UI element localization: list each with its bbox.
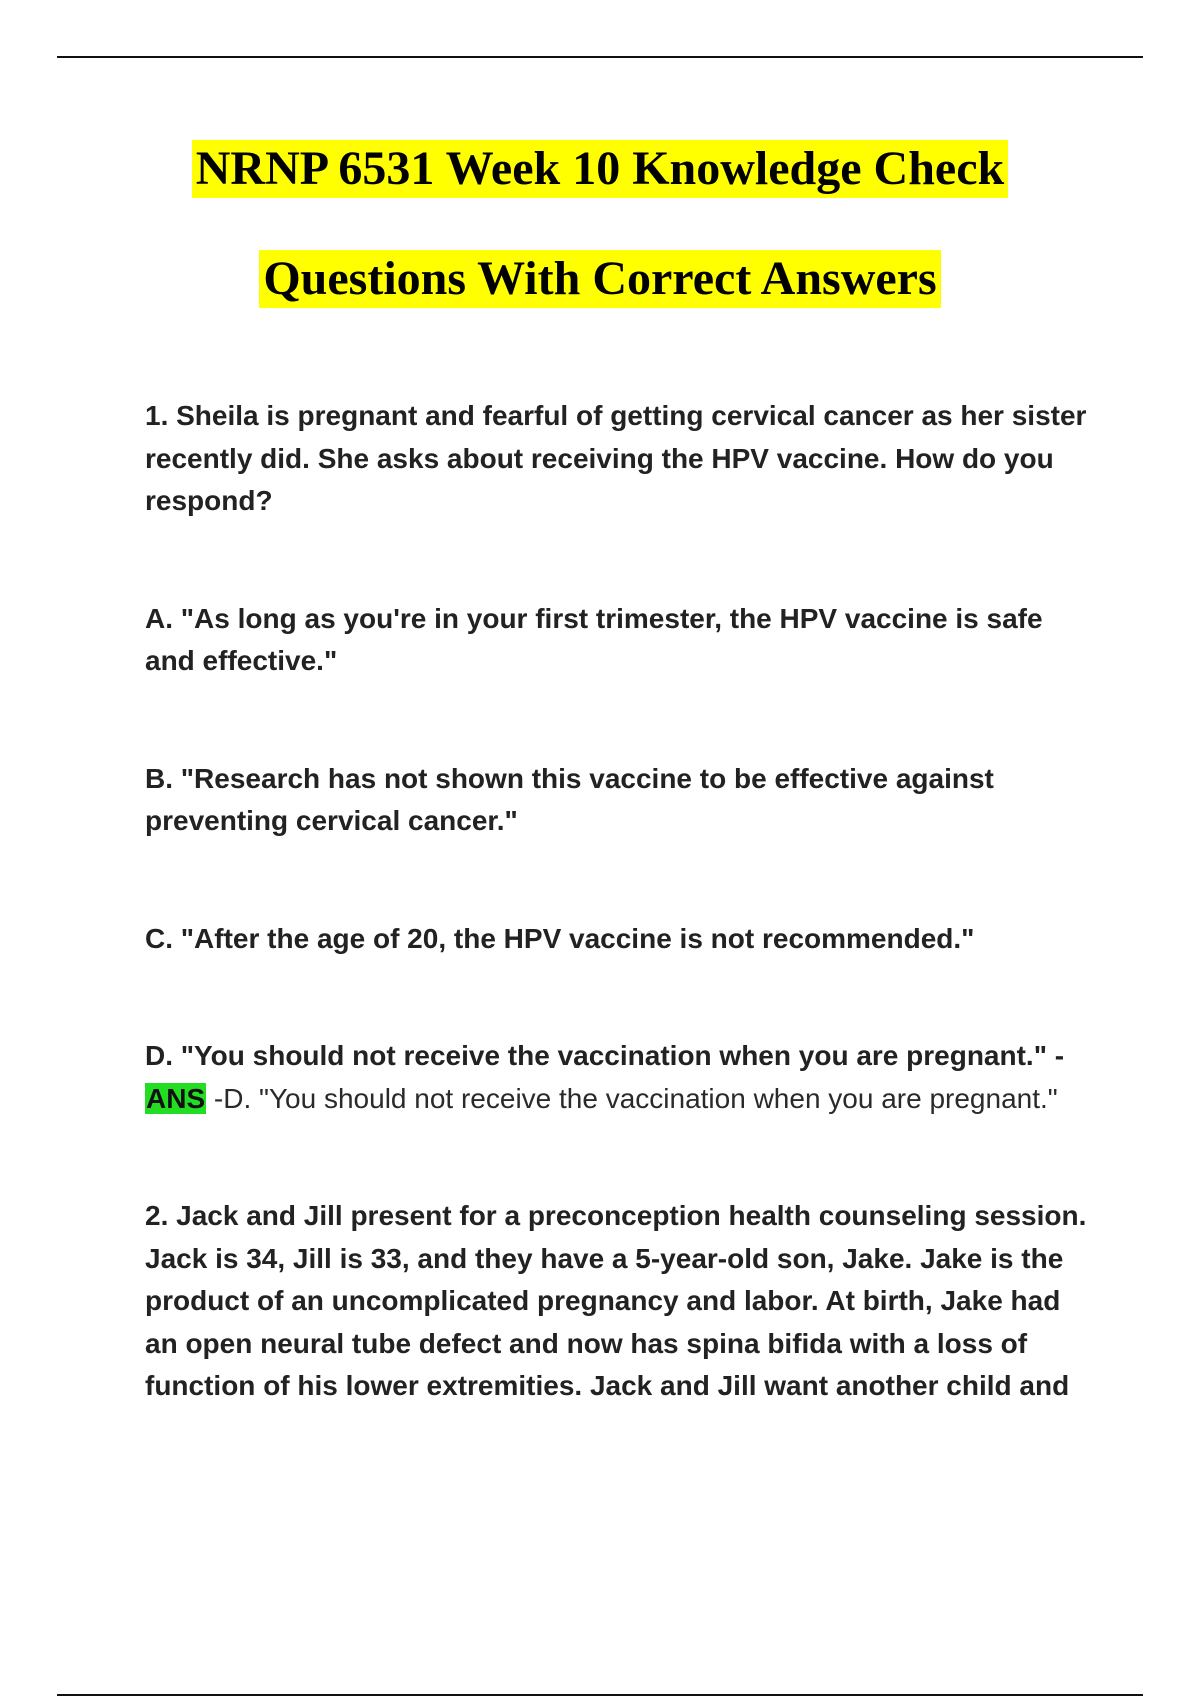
answer-tag: ANS (146, 1082, 206, 1114)
document-title (0, 140, 1200, 308)
answer-text: -D. "You should not receive the vaccination when you are pregnant." (206, 1082, 1058, 1114)
question-1-option-d (145, 1035, 1095, 1120)
question-1-option-a: A. "As long as you're in your first trimester, the HPV vaccine is safe and effective." (145, 602, 1043, 676)
question-1-option-b: B. "Research has not shown this vaccine to be effective against preventing cervical cancer." (145, 762, 994, 836)
option-d-text: D. "You should not receive the vaccination when you are pregnant." - (145, 1040, 1065, 1071)
top-rule (57, 56, 1143, 58)
question-1-stem: 1. Sheila is pregnant and fearful of getting cervical cancer as her sister recently did. She asks about receiving the HPV vaccine. How do you respond? (145, 400, 1087, 516)
bottom-rule (57, 1694, 1143, 1696)
question-2-stem: 2. Jack and Jill present for a preconception health counseling session. Jack is 34, Jill is 33, and they have a 5-year-old son, Jake. Jake is the product of an uncomplicated pregnancy and labor. At birth, Jake had an open neural tube defect and now has spina bifida with a loss of function of his lower extremities. Jack and Jill want another child and (145, 1200, 1087, 1401)
title-line-1: NRNP 6531 Week 10 Knowledge Check (192, 140, 1008, 198)
title-line-2: Questions With Correct Answers (259, 250, 940, 308)
question-1-option-c: C. "After the age of 20, the HPV vaccine is not recommended." (145, 922, 975, 954)
document-body (145, 395, 1095, 1408)
